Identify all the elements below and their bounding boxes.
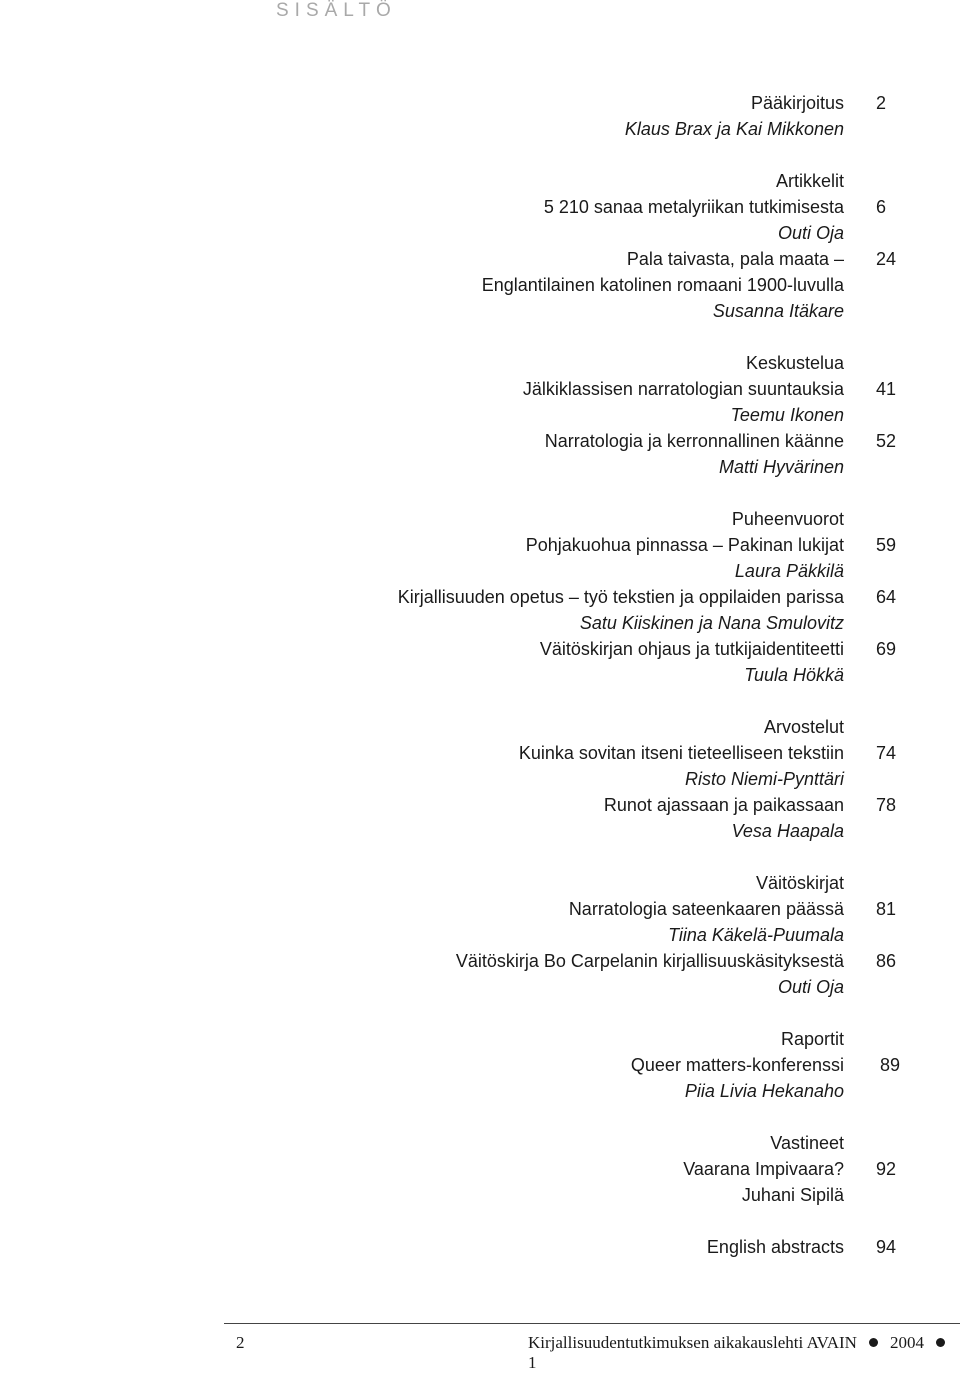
entry-author: Outi Oja [777, 223, 844, 243]
footer-divider [224, 1323, 960, 1324]
entry-author: Risto Niemi-Pynttäri [684, 769, 844, 789]
toc-author-row [0, 220, 960, 246]
entry-author: Tiina Käkelä-Puumala [668, 925, 844, 945]
entry-author: Matti Hyvärinen [718, 457, 844, 477]
entry-author: Teemu Ikonen [730, 405, 844, 425]
entry-author: Susanna Itäkare [712, 301, 844, 321]
page-number: 6 [876, 197, 887, 217]
table-of-contents [0, 90, 960, 1286]
toc-heading-row [0, 168, 960, 194]
page-number: 92 [876, 1159, 897, 1179]
page-number: 86 [876, 951, 897, 971]
section-heading: Vastineet [770, 1133, 844, 1153]
toc-section [0, 870, 960, 1000]
entry-title: English abstracts [706, 1237, 844, 1257]
toc-heading-row [0, 714, 960, 740]
toc-entry [0, 792, 960, 818]
footer-page-number: 2 [236, 1333, 245, 1352]
entry-author: Satu Kiiskinen ja Nana Smulovitz [579, 613, 844, 633]
toc-entry [0, 636, 960, 662]
entry-title: Pala taivasta, pala maata – [626, 249, 844, 269]
entry-title: Väitöskirja Bo Carpelanin kirjallisuuskäsityksestä [455, 951, 844, 971]
entry-title: Vaarana Impivaara? [683, 1159, 844, 1179]
entry-title: Runot ajassaan ja paikassaan [603, 795, 844, 815]
section-heading: Raportit [780, 1029, 844, 1049]
toc-entry [0, 376, 960, 402]
entry-author: Klaus Brax ja Kai Mikkonen [624, 119, 844, 139]
toc-entry [0, 584, 960, 610]
section-heading: Väitöskirjat [755, 873, 844, 893]
toc-heading-row [0, 870, 960, 896]
entry-title: Narratologia ja kerronnallinen käänne [544, 431, 844, 451]
toc-author-row [0, 610, 960, 636]
bullet-dot-icon [936, 1338, 945, 1347]
toc-entry [0, 740, 960, 766]
entry-title: Kuinka sovitan itseni tieteelliseen tekstiin [518, 743, 844, 763]
entry-title: Kirjallisuuden opetus – työ tekstien ja oppilaiden parissa [397, 587, 844, 607]
toc-author-row [0, 116, 960, 142]
toc-entry [0, 194, 960, 220]
section-heading: Puheenvuorot [731, 509, 844, 529]
entry-title: Queer matters-konferenssi [630, 1055, 844, 1075]
section-heading: Keskustelua [745, 353, 844, 373]
toc-author-row [0, 454, 960, 480]
page-number: 89 [880, 1055, 901, 1075]
toc-entry [0, 896, 960, 922]
journal-name: Kirjallisuudentutkimuksen aikakauslehti AVAIN [528, 1333, 857, 1352]
toc-heading-row [0, 1182, 960, 1208]
entry-author: Tuula Hökkä [744, 665, 844, 685]
toc-heading-row [0, 272, 960, 298]
toc-section [0, 1026, 960, 1104]
contents-heading: SISÄLTÖ [276, 0, 397, 21]
page-number: 94 [876, 1237, 897, 1257]
toc-entry [0, 90, 960, 116]
toc-entry [0, 428, 960, 454]
entry-author: Laura Päkkilä [734, 561, 844, 581]
toc-entry [0, 1234, 960, 1260]
entry-title: 5 210 sanaa metalyriikan tutkimisesta [543, 197, 844, 217]
toc-section [0, 168, 960, 324]
toc-heading-row [0, 506, 960, 532]
toc-section [0, 1130, 960, 1208]
toc-author-row [0, 974, 960, 1000]
toc-author-row [0, 558, 960, 584]
section-heading: Juhani Sipilä [741, 1185, 844, 1205]
journal-issue: 1 [528, 1353, 537, 1372]
entry-author: Outi Oja [777, 977, 844, 997]
toc-heading-row [0, 350, 960, 376]
toc-section [0, 506, 960, 688]
page-number: 59 [876, 535, 897, 555]
section-heading: Arvostelut [763, 717, 844, 737]
section-heading: Englantilainen katolinen romaani 1900-luvulla [481, 275, 844, 295]
toc-author-row [0, 766, 960, 792]
toc-author-row [0, 922, 960, 948]
toc-author-row [0, 662, 960, 688]
page-number: 52 [876, 431, 897, 451]
toc-author-row [0, 1078, 960, 1104]
entry-title: Jälkiklassisen narratologian suuntauksia [522, 379, 844, 399]
page-number: 2 [876, 93, 887, 113]
toc-entry [0, 948, 960, 974]
toc-author-row [0, 298, 960, 324]
page-number: 24 [876, 249, 897, 269]
toc-author-row [0, 818, 960, 844]
page-number: 78 [876, 795, 897, 815]
toc-entry [0, 1156, 960, 1182]
journal-year: 2004 [889, 1333, 924, 1352]
entry-title: Pääkirjoitus [750, 93, 844, 113]
section-heading: Artikkelit [775, 171, 844, 191]
entry-title: Narratologia sateenkaaren päässä [568, 899, 844, 919]
page-number: 64 [876, 587, 897, 607]
entry-author: Vesa Haapala [731, 821, 844, 841]
bullet-dot-icon [869, 1338, 878, 1347]
page-number: 41 [876, 379, 897, 399]
toc-section [0, 90, 960, 142]
footer-journal [528, 1333, 960, 1373]
entry-title: Pohjakuohua pinnassa – Pakinan lukijat [525, 535, 844, 555]
toc-section [0, 714, 960, 844]
entry-title: Väitöskirjan ohjaus ja tutkijaidentiteetti [539, 639, 844, 659]
toc-author-row [0, 402, 960, 428]
toc-entry [0, 532, 960, 558]
page-footer [0, 1333, 960, 1372]
page-number: 74 [876, 743, 897, 763]
toc-section [0, 1234, 960, 1260]
toc-heading-row [0, 1026, 960, 1052]
page-number: 81 [876, 899, 897, 919]
toc-heading-row [0, 1130, 960, 1156]
toc-entry [0, 1052, 960, 1078]
toc-entry [0, 246, 960, 272]
page-number: 69 [876, 639, 897, 659]
toc-section [0, 350, 960, 480]
entry-author: Piia Livia Hekanaho [684, 1081, 844, 1101]
